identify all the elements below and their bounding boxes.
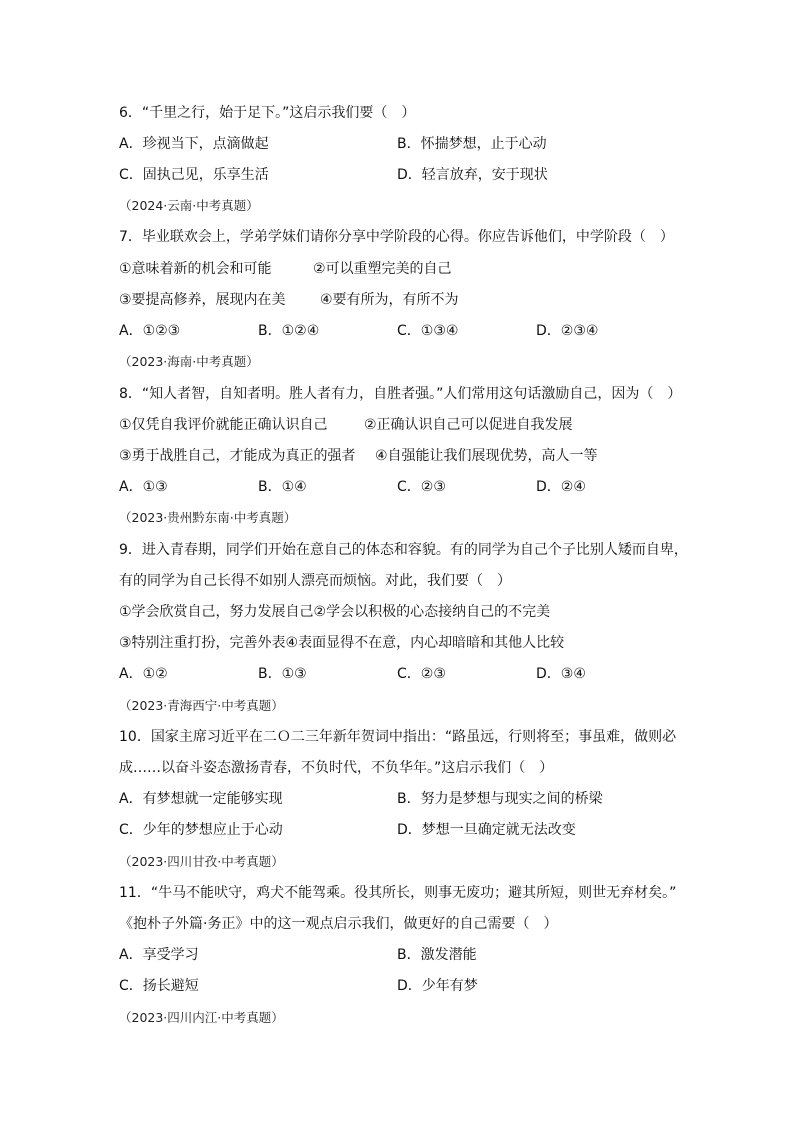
q9-option-c: C．②③ bbox=[397, 666, 446, 682]
q7-statement-3: ③要提高修养，展现内在美 bbox=[119, 292, 286, 308]
question-11-stem-line2: 《抱朴子外篇·务正》中的这一观点启示我们，做更好的自己需要（ ） bbox=[119, 916, 558, 932]
q8-statement-4: ④自强能让我们展现优势，高人一等 bbox=[375, 448, 598, 464]
q11-option-d: D．少年有梦 bbox=[397, 978, 478, 994]
q9-option-b: B．①③ bbox=[258, 666, 307, 682]
q10-option-a: A．有梦想就一定能够实现 bbox=[119, 791, 283, 807]
q9-statements-3-4: ③特别注重打扮，完善外表④表面显得不在意，内心却暗暗和其他人比较 bbox=[119, 635, 565, 651]
question-11-stem-line1: 11．“牛马不能吠守，鸡犬不能驾乘。役其所长，则事无废功；避其所短，则世无弃材矣。” bbox=[119, 885, 677, 901]
q10-option-b: B．努力是梦想与现实之间的桥梁 bbox=[397, 791, 603, 807]
q8-source: （2023·海南·中考真题） bbox=[119, 354, 259, 369]
q9-option-d: D．③④ bbox=[536, 666, 586, 682]
question-9-stem-line1: 9．进入青春期，同学们开始在意自己的体态和容貌。有的同学为自己个子比别人矮而自卑， bbox=[119, 542, 688, 558]
q6-option-c: C．固执己见，乐享生活 bbox=[119, 167, 269, 183]
q9-statements-1-2: ①学会欣赏自己，努力发展自己②学会以积极的心态接纳自己的不完美 bbox=[119, 604, 551, 620]
question-6-stem: 6．“千里之行，始于足下。”这启示我们要（ ） bbox=[119, 105, 416, 121]
q6-option-d: D．轻言放弃，安于现状 bbox=[397, 167, 548, 183]
q11-source: （2023·四川甘孜·中考真题） bbox=[119, 854, 284, 869]
question-10-stem-line2: 成……以奋斗姿态激扬青春，不负时代，不负华年。”这启示我们（ ） bbox=[119, 760, 554, 776]
q11-option-c: C．扬长避短 bbox=[119, 978, 199, 994]
q8-option-c: C．②③ bbox=[397, 479, 446, 495]
q7-statement-4: ④要有所为，有所不为 bbox=[320, 292, 459, 308]
q7-statement-1: ①意味着新的机会和可能 bbox=[119, 261, 272, 277]
q11-option-b: B．激发潜能 bbox=[397, 947, 477, 963]
q8-option-d: D．②④ bbox=[536, 479, 586, 495]
q7-option-d: D．②③④ bbox=[536, 323, 599, 339]
q6-option-b: B．怀揣梦想，止于心动 bbox=[397, 136, 547, 152]
q11-option-a: A．享受学习 bbox=[119, 947, 199, 963]
q7-statement-2: ②可以重塑完美的自己 bbox=[313, 261, 452, 277]
question-7-stem: 7．毕业联欢会上，学弟学妹们请你分享中学阶段的心得。你应告诉他们，中学阶段（ ） bbox=[119, 229, 674, 245]
question-8-stem: 8．“知人者智，自知者明。胜人者有力，自胜者强。”人们常用这句话激励自己，因为（ ） bbox=[119, 386, 682, 402]
q8-option-b: B．①④ bbox=[258, 479, 307, 495]
q7-option-b: B．①②④ bbox=[258, 323, 320, 339]
q9-option-a: A．①② bbox=[119, 666, 168, 682]
question-10-stem-line1: 10．国家主席习近平在二Ｏ二三年新年贺词中指出：“路虽远，行则将至；事虽难，做则必 bbox=[119, 729, 677, 745]
q7-source: （2024·云南·中考真题） bbox=[119, 198, 259, 213]
q7-option-a: A．①②③ bbox=[119, 323, 181, 339]
q6-option-a: A．珍视当下，点滴做起 bbox=[119, 136, 269, 152]
q8-option-a: A．①③ bbox=[119, 479, 168, 495]
q9-source: （2023·贵州黔东南·中考真题） bbox=[119, 510, 297, 525]
q10-option-d: D．梦想一旦确定就无法改变 bbox=[397, 822, 576, 838]
q10-option-c: C．少年的梦想应止于心动 bbox=[119, 822, 283, 838]
q8-statement-2: ②正确认识自己可以促进自我发展 bbox=[364, 417, 573, 433]
q7-option-c: C．①③④ bbox=[397, 323, 459, 339]
question-9-stem-line2: 有的同学为自己长得不如别人漂亮而烦恼。对此，我们要（ ） bbox=[119, 573, 511, 589]
q12-source: （2023·四川内江·中考真题） bbox=[119, 1010, 284, 1025]
q10-source: （2023·青海西宁·中考真题） bbox=[119, 698, 284, 713]
q8-statement-3: ③勇于战胜自己，才能成为真正的强者 bbox=[119, 448, 356, 464]
q8-statement-1: ①仅凭自我评价就能正确认识自己 bbox=[119, 417, 328, 433]
